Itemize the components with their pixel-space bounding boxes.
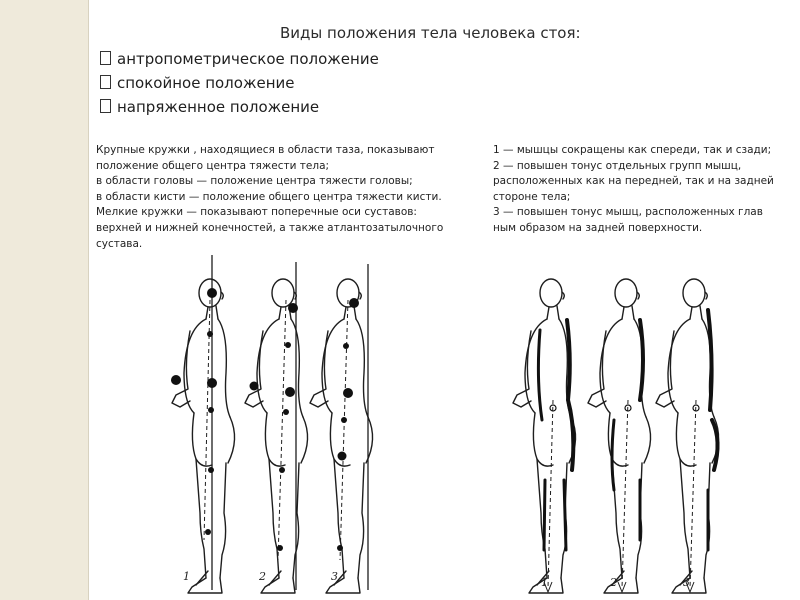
bullet-text: напряженное положение: [117, 98, 320, 116]
bullet-text: спокойное положение: [117, 74, 295, 92]
text-line: стороне тела;: [493, 190, 571, 203]
text-line: 2 — повышен тонус отдельных групп мышц,: [493, 159, 742, 172]
text-line: расположенных как на передней, так и на задней: [493, 175, 774, 188]
text-line: положение общего центра тяжести тела;: [96, 159, 330, 172]
text-line: сустава.: [96, 237, 143, 250]
text-line: 3 — повышен тонус мышц, расположенных глав: [493, 206, 763, 219]
figure-label: 1: [183, 570, 190, 583]
bullet-text: антропометрическое положение: [117, 50, 379, 68]
text-line: верхней и нижней конечностей, а также атлантозатылочного: [96, 221, 444, 234]
text-line: ным образом на задней поверхности.: [493, 221, 703, 234]
figure-label: 3: [683, 576, 690, 589]
left-figure-group: [171, 255, 373, 593]
text-line: Крупные кружки , находящиеся в области таза, показывают: [96, 144, 435, 156]
right-figure-group: [513, 279, 719, 593]
figure-label: 2: [610, 576, 617, 589]
text-line: в области кисти — положение общего центра тяжести кисти.: [96, 190, 442, 203]
text-line: Мелкие кружки — показывают поперечные оси суставов:: [96, 206, 417, 219]
text-line: 1 — мышцы сокращены как спереди, так и сзади;: [493, 144, 772, 156]
figure-label: 3: [331, 570, 338, 583]
figure-label: 1: [541, 576, 548, 589]
figure-label: 2: [259, 570, 266, 583]
slide-title: Виды положения тела человека стоя:: [280, 24, 581, 42]
text-line: в области головы — положение центра тяжести головы;: [96, 175, 413, 188]
